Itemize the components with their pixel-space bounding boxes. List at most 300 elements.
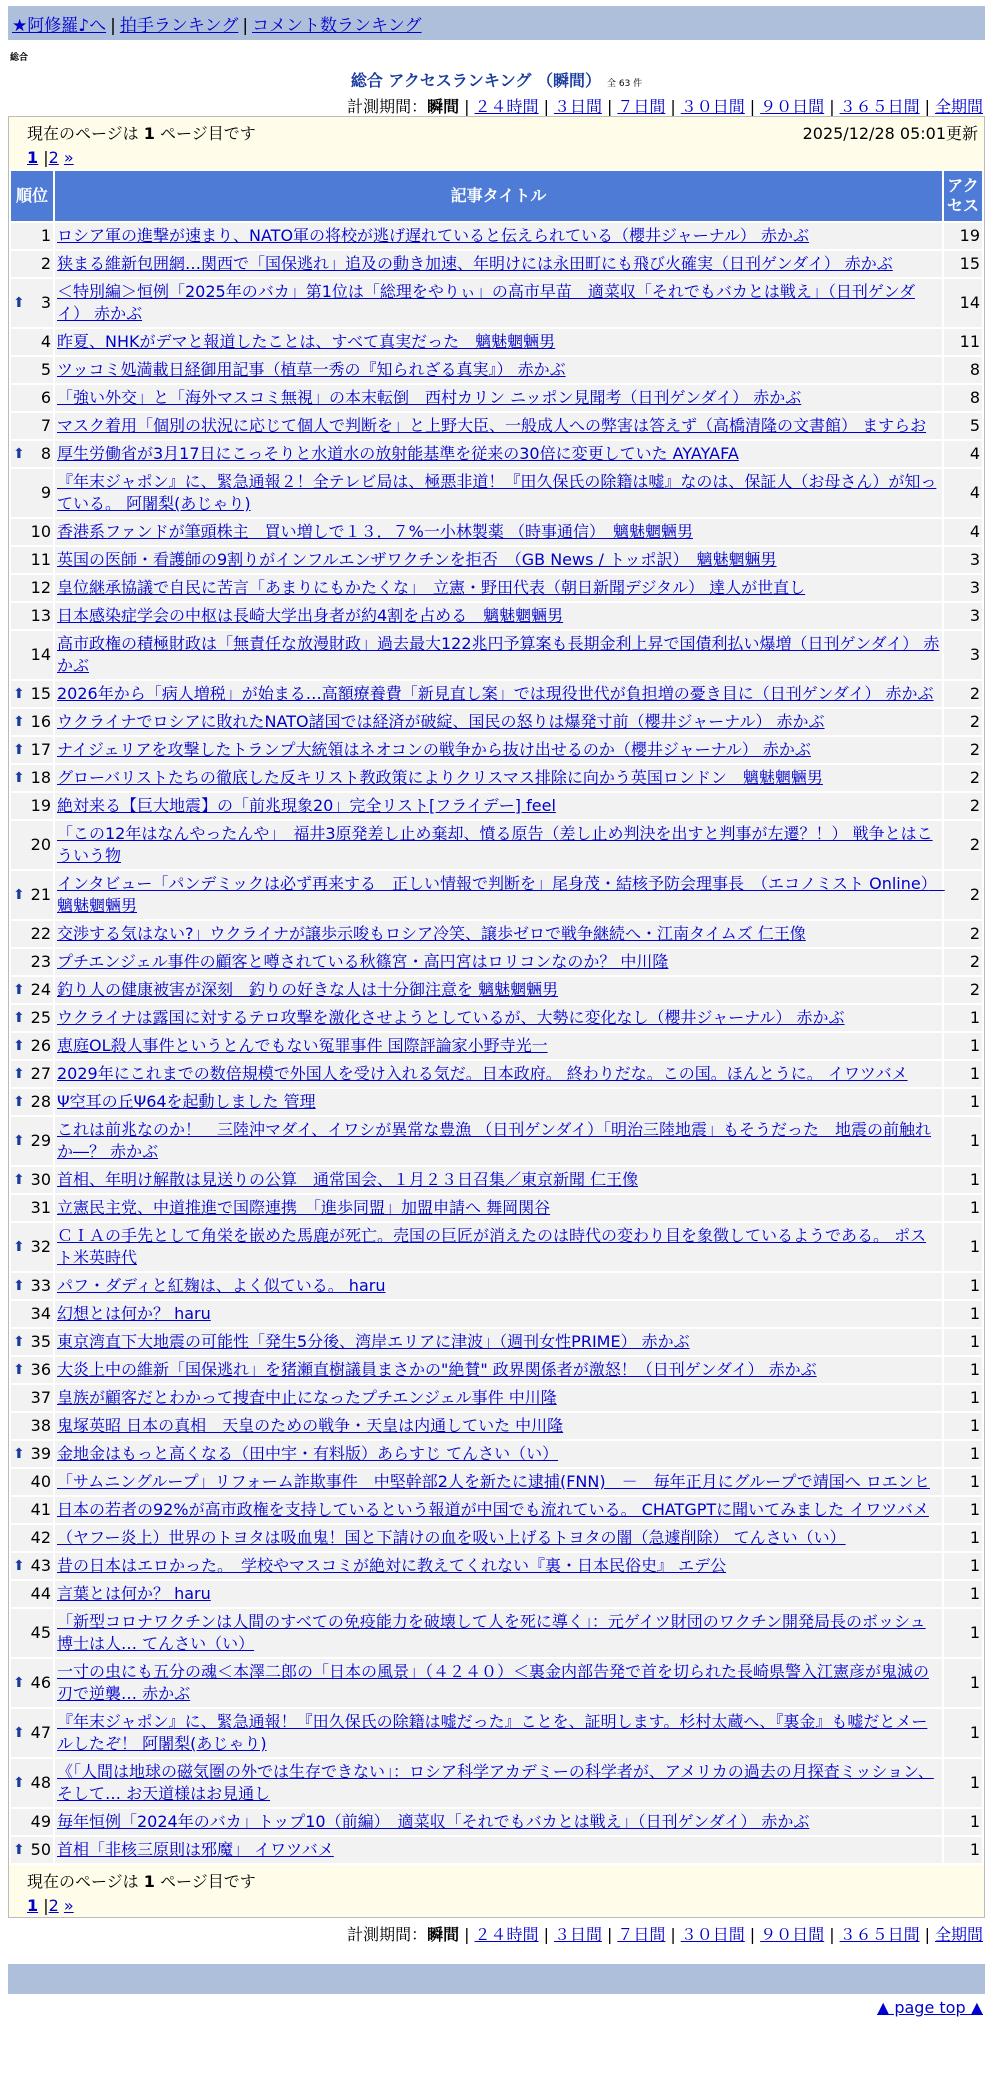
title-cell	[55, 1117, 942, 1165]
home-link[interactable]: ★阿修羅♪へ	[12, 16, 107, 36]
title-cell	[55, 575, 942, 601]
rank-cell	[11, 519, 53, 545]
title-cell	[55, 223, 942, 249]
rank-cell	[11, 603, 53, 629]
rank-number: 17	[30, 740, 51, 759]
table-row	[11, 765, 982, 791]
title-cell	[55, 1005, 942, 1031]
rank-number: 10	[30, 522, 51, 541]
rank-up-arrow-icon: ⬆	[13, 1675, 25, 1691]
article-title-link[interactable]: 昔の日本はエロかった。 学校やマスコミが絶対に教えてくれない『裏・日本民俗史』 エデ公	[57, 1556, 727, 1575]
title-cell	[55, 977, 942, 1003]
next-page-link[interactable]: »	[63, 148, 74, 167]
rank-number: 49	[30, 1812, 51, 1831]
period-separator: |	[749, 97, 756, 116]
article-title-link[interactable]: 英国の医師・看護師の9割りがインフルエンザワクチンを拒否 （GB News / トッポ訳） 魑魅魍魎男	[57, 550, 777, 569]
access-count: 2	[944, 793, 982, 819]
access-count: 1	[944, 1357, 982, 1383]
title-cell	[55, 519, 942, 545]
rank-cell	[11, 1329, 53, 1355]
rank-up-arrow-icon: ⬆	[13, 1775, 25, 1791]
table-row	[11, 1809, 982, 1835]
rank-cell	[11, 765, 53, 791]
access-count: 1	[944, 1837, 982, 1863]
article-title-link[interactable]: 東京湾直下大地震の可能性「発生5分後、湾岸エリアに津波」（週刊女性PRIME） 赤かぶ	[57, 1332, 690, 1351]
rank-cell	[11, 1497, 53, 1523]
table-row	[11, 1117, 982, 1165]
article-title-link[interactable]: 日本感染症学会の中枢は長崎大学出身者が約4割を占める 魑魅魍魎男	[57, 606, 564, 625]
access-count: 1	[944, 1553, 982, 1579]
rank-up-arrow-icon: ⬆	[13, 446, 25, 462]
table-header-row	[11, 171, 982, 221]
article-title-link[interactable]: ＣＩＡの手先として角栄を嵌めた馬鹿が死亡。売国の巨匠が消えたのは時代の変わり目を象徴しているようである。 ポスト米英時代	[57, 1226, 927, 1267]
article-title-link[interactable]: プチエンジェル事件の顧客と噂されている秋篠宮・高円宮はロリコンなのか？ 中川隆	[57, 952, 669, 971]
rank-cell	[11, 793, 53, 819]
table-row	[11, 1581, 982, 1607]
rank-number: 22	[30, 924, 51, 943]
table-row	[11, 1273, 982, 1299]
rank-number: 41	[30, 1500, 51, 1519]
title-cell	[55, 385, 942, 411]
article-title-link[interactable]: （ヤフー炎上）世界のトヨタは吸血鬼！国と下請けの血を吸い上げるトヨタの闇（急遽削除） てんさい（い）	[57, 1528, 846, 1547]
article-title-link[interactable]: ウクライナは露国に対するテロ攻撃を激化させようとしているが、大勢に変化なし（櫻井ジャーナル） 赤かぶ	[57, 1008, 845, 1027]
access-count: 1	[944, 1005, 982, 1031]
period-option-link[interactable]: ９０日間	[760, 1925, 825, 1944]
period-option-link[interactable]: ２４時間	[474, 97, 539, 116]
title-cell	[55, 357, 942, 383]
title-cell	[55, 709, 942, 735]
rank-cell	[11, 329, 53, 355]
access-count: 1	[944, 1609, 982, 1657]
rank-up-arrow-icon: ⬆	[13, 1239, 25, 1255]
page-link[interactable]: 2	[48, 1896, 59, 1915]
rank-cell	[11, 737, 53, 763]
page-link[interactable]: 2	[48, 148, 59, 167]
period-option-link[interactable]: ３６５日間	[839, 97, 920, 116]
access-count: 8	[944, 385, 982, 411]
period-selector-bottom	[0, 1922, 983, 1944]
article-title-link[interactable]: ナイジェリアを攻撃したトランプ大統領はネオコンの戦争から抜け出せるのか（櫻井ジャーナル） 赤かぶ	[57, 740, 811, 759]
article-title-link[interactable]: 首相「非核三原則は邪魔」 イワツバメ	[57, 1840, 334, 1859]
rank-cell	[11, 1581, 53, 1607]
article-title-link[interactable]: ウクライナでロシアに敗れたNATO諸国では経済が破綻、国民の怒りは爆発寸前（櫻井ジャーナル） 赤かぶ	[57, 712, 825, 731]
table-row	[11, 631, 982, 679]
period-separator: |	[924, 1925, 930, 1944]
title-cell	[55, 279, 942, 327]
rank-cell	[11, 1167, 53, 1193]
rank-cell	[11, 1837, 53, 1863]
rank-up-arrow-icon: ⬆	[13, 1446, 25, 1462]
article-title-link[interactable]: インタビュー「パンデミックは必ず再来する 正しい情報で判断を」尾身茂・結核予防会理事長 （エコノミスト Online） 魑魅魍魎男	[57, 874, 945, 915]
table-row	[11, 1223, 982, 1271]
title-cell	[55, 821, 942, 869]
table-row	[11, 1837, 982, 1863]
access-count: 1	[944, 1329, 982, 1355]
table-row	[11, 223, 982, 249]
rank-number: 44	[30, 1584, 51, 1603]
title-cell	[55, 765, 942, 791]
table-row	[11, 603, 982, 629]
rank-number: 32	[30, 1237, 51, 1256]
page-top-link[interactable]: ▲ page top ▲	[876, 1998, 983, 2017]
article-title-link[interactable]: 絶対来る【巨大地震】の「前兆現象20」完全リスト[フライデー] feel	[57, 796, 556, 815]
ranking-table	[9, 169, 984, 1865]
rank-up-arrow-icon: ⬆	[13, 1010, 25, 1026]
period-option-link[interactable]: 全期間	[934, 97, 983, 116]
rank-cell	[11, 1609, 53, 1657]
table-row	[11, 357, 982, 383]
access-count: 4	[944, 519, 982, 545]
period-separator: |	[464, 97, 470, 116]
table-row	[11, 575, 982, 601]
access-count: 1	[944, 1385, 982, 1411]
title-cell	[55, 1581, 942, 1607]
rank-cell	[11, 1441, 53, 1467]
article-title-link[interactable]: Ψ空耳の丘Ψ64を起動しました 管理	[57, 1092, 316, 1111]
access-count: 1	[944, 1195, 982, 1221]
title-cell	[55, 441, 942, 467]
page-link[interactable]: 1	[27, 148, 39, 167]
rank-cell	[11, 547, 53, 573]
rank-up-arrow-icon: ⬆	[13, 1334, 25, 1350]
rank-number: 36	[30, 1360, 51, 1379]
current-page-suffix: ページ目です	[154, 124, 256, 143]
title-cell	[55, 1385, 942, 1411]
rank-number: 47	[30, 1723, 51, 1742]
rank-number: 20	[30, 835, 51, 854]
article-title-link[interactable]: 香港系ファンドが筆頭株主 買い増しで１３．７%一小林製薬 （時事通信） 魑魅魍魎男	[57, 522, 693, 541]
page-link[interactable]: 1	[27, 1896, 39, 1915]
rank-number: 31	[30, 1198, 51, 1217]
title-cell	[55, 1553, 942, 1579]
rank-number: 38	[30, 1416, 51, 1435]
article-title-link[interactable]: 昨夏、NHKがデマと報道したことは、すべて真実だった 魑魅魍魎男	[57, 332, 556, 351]
article-title-link[interactable]: グローバリストたちの徹底した反キリスト教政策によりクリスマス排除に向かう英国ロンドン 魑魅魍魎男	[57, 768, 823, 787]
article-title-link[interactable]: 2029年にこれまでの数倍規模で外国人を受け入れる気だ。日本政府。 終わりだな。この国。ほんとうに。 イワツバメ	[57, 1064, 908, 1083]
table-row	[11, 1525, 982, 1551]
rank-number: 7	[40, 416, 51, 435]
updated-timestamp: 2025/12/28 05:01更新	[802, 124, 978, 143]
rank-number: 1	[40, 226, 51, 245]
rank-number: 15	[30, 684, 51, 703]
period-option-link[interactable]: ３日間	[553, 1925, 602, 1944]
rank-up-arrow-icon: ⬆	[13, 1725, 25, 1741]
table-row	[11, 329, 982, 355]
article-title-link[interactable]: 言葉とは何か？ haru	[57, 1584, 211, 1603]
article-title-link[interactable]: ロシア軍の進撃が速まり、NATO軍の将校が逃げ遅れていると伝えられている（櫻井ジャーナル） 赤かぶ	[57, 226, 810, 245]
access-count: 2	[944, 681, 982, 707]
table-row	[11, 1089, 982, 1115]
access-count: 1	[944, 1273, 982, 1299]
article-title-link[interactable]: 「この12年はなんやったんや」 福井3原発差し止め棄却、憤る原告（差し止め判決を出すと判事が左遷？！） 戦争とはこういう物	[57, 824, 933, 865]
current-page-number: 1	[143, 1872, 155, 1891]
rank-number: 40	[30, 1472, 51, 1491]
rank-cell	[11, 1469, 53, 1495]
rank-cell	[11, 921, 53, 947]
access-count: 1	[944, 1033, 982, 1059]
article-title-link[interactable]: 2026年から「病人増税」が始まる…高額療養費「新見直し案」では現役世代が負担増の憂き目に（日刊ゲンダイ） 赤かぶ	[57, 684, 934, 703]
period-option-link[interactable]: ７日間	[617, 1925, 666, 1944]
period-separator: |	[670, 1925, 676, 1944]
rank-cell	[11, 871, 53, 919]
article-title-link[interactable]: 大炎上中の維新「国保逃れ」を猪瀬直樹議員まさかの"絶賛" 政界関係者が激怒！（日刊ゲンダイ） 赤かぶ	[57, 1360, 817, 1379]
article-title-link[interactable]: 恵庭OL殺人事件というとんでもない冤罪事件 国際評論家小野寺光一	[57, 1036, 548, 1055]
period-option-link[interactable]: ３日間	[553, 97, 602, 116]
rank-cell	[11, 1525, 53, 1551]
nav-separator: |	[110, 16, 116, 36]
ranking-title-text: 総合 アクセスランキング （瞬間）	[350, 71, 601, 90]
current-page-suffix: ページ目です	[154, 1872, 256, 1891]
ranking-panel	[8, 116, 985, 1918]
title-cell	[55, 631, 942, 679]
table-row	[11, 977, 982, 1003]
article-title-link[interactable]: 厚生労働省が3月17日にこっそりと水道水の放射能基準を従来の30倍に変更していた AYAYAFA	[57, 444, 739, 463]
title-cell	[55, 413, 942, 439]
period-selector-top	[0, 94, 983, 116]
rank-cell	[11, 1089, 53, 1115]
rank-number: 25	[30, 1008, 51, 1027]
col-access-header: アクセス	[944, 171, 982, 221]
table-row	[11, 1709, 982, 1757]
period-option-link[interactable]: ２４時間	[474, 1925, 539, 1944]
table-row	[11, 1329, 982, 1355]
access-count: 3	[944, 547, 982, 573]
period-separator: |	[924, 97, 930, 116]
period-separator: |	[543, 97, 549, 116]
rank-number: 11	[30, 550, 51, 569]
rank-cell	[11, 1117, 53, 1165]
access-count: 1	[944, 1469, 982, 1495]
rank-number: 24	[30, 980, 51, 999]
rank-cell	[11, 1301, 53, 1327]
access-count: 1	[944, 1581, 982, 1607]
title-cell	[55, 1441, 942, 1467]
article-title-link[interactable]: 皇族が顧客だとわかって捜査中止になったプチエンジェル事件 中川隆	[57, 1388, 557, 1407]
table-row	[11, 1553, 982, 1579]
article-title-link[interactable]: 『年末ジャポン』に、緊急通報！『田久保氏の除籍は嘘だった』ことを、証明します。杉村太蔵へ、『裏金』も嘘だとメールしたぞ！ 阿闍梨(あじゃり)	[57, 1712, 928, 1753]
rank-cell	[11, 1195, 53, 1221]
rank-up-arrow-icon: ⬆	[13, 1094, 25, 1110]
comment-ranking-link[interactable]: コメント数ランキング	[252, 16, 422, 36]
rank-number: 2	[40, 254, 51, 273]
rank-up-arrow-icon: ⬆	[13, 1558, 25, 1574]
rank-number: 13	[30, 606, 51, 625]
pager-separator: |	[43, 148, 49, 167]
current-page-prefix: 現在のページは	[27, 1872, 144, 1891]
period-option-link[interactable]: ３６５日間	[839, 1925, 920, 1944]
rank-cell	[11, 821, 53, 869]
article-title-link[interactable]: 釣り人の健康被害が深刻 釣りの好きな人は十分御注意を 魑魅魍魎男	[57, 980, 559, 999]
table-row	[11, 821, 982, 869]
ranking-table-body	[11, 223, 982, 1863]
rank-number: 28	[30, 1092, 51, 1111]
table-row	[11, 709, 982, 735]
rank-number: 27	[30, 1064, 51, 1083]
access-count: 1	[944, 1089, 982, 1115]
title-cell	[55, 547, 942, 573]
table-row	[11, 1033, 982, 1059]
article-title-link[interactable]: 日本の若者の92%が高市政権を支持しているという報道が中国でも流れている。 CHATGPTに聞いてみました イワツバメ	[57, 1500, 929, 1519]
table-row	[11, 1413, 982, 1439]
category-label: 総合	[10, 53, 29, 63]
title-cell	[55, 1497, 942, 1523]
rank-number: 29	[30, 1131, 51, 1150]
rank-cell	[11, 575, 53, 601]
title-cell	[55, 1089, 942, 1115]
period-separator: |	[829, 1925, 835, 1944]
rank-up-arrow-icon: ⬆	[13, 770, 25, 786]
rank-number: 14	[30, 645, 51, 664]
rank-cell	[11, 441, 53, 467]
access-count: 1	[944, 1301, 982, 1327]
rank-up-arrow-icon: ⬆	[13, 1172, 25, 1188]
access-count: 1	[944, 1167, 982, 1193]
rank-number: 4	[40, 332, 51, 351]
article-title-link[interactable]: 金地金はもっと高くなる（田中宇・有料版）あらすじ てんさい（い）	[57, 1444, 559, 1463]
title-cell	[55, 871, 945, 919]
article-title-link[interactable]: ＜特別編＞恒例「2025年のバカ」第1位は「総理をやりぃ」の高市早苗 適菜収「それでもバカとは戦え」（日刊ゲンダイ） 赤かぶ	[57, 282, 915, 323]
access-count: 1	[944, 1709, 982, 1757]
article-title-link[interactable]: 皇位継承協議で自民に苦言「あまりにもかたくな」 立憲・野田代表（朝日新聞デジタル） 達人が世直し	[57, 578, 806, 597]
access-count: 11	[944, 329, 982, 355]
title-cell	[55, 1223, 942, 1271]
rank-cell	[11, 413, 53, 439]
rank-number: 19	[30, 796, 51, 815]
rank-cell	[11, 1809, 53, 1835]
access-count: 2	[944, 709, 982, 735]
table-row	[11, 871, 982, 919]
period-option-link[interactable]: ７日間	[617, 97, 666, 116]
rank-cell	[11, 1385, 53, 1411]
article-title-link[interactable]: これは前兆なのか！ 三陸沖マダイ、イワシが異常な豊漁 （日刊ゲンダイ）「明治三陸地震」もそうだった 地震の前触れか―？ 赤かぶ	[57, 1120, 932, 1161]
rank-number: 21	[30, 885, 51, 904]
page-top-area	[0, 1998, 983, 2017]
title-cell	[55, 603, 942, 629]
period-separator: |	[670, 97, 676, 116]
article-title-link[interactable]: 一寸の虫にも五分の魂＜本澤二郎の「日本の風景」（４２４０）＜裏金内部告発で首を切られた長崎県警入江憲彦が鬼滅の刃で逆襲… 赤かぶ	[57, 1662, 930, 1703]
rank-number: 16	[30, 712, 51, 731]
access-count: 5	[944, 413, 982, 439]
title-cell	[55, 1659, 942, 1707]
article-title-link[interactable]: パフ・ダディと紅麹は、よく似ている。 haru	[57, 1276, 386, 1295]
clap-ranking-link[interactable]: 拍手ランキング	[119, 16, 239, 36]
period-option-link[interactable]: ３０日間	[680, 97, 745, 116]
article-title-link[interactable]: 高市政権の積極財政は「無責任な放漫財政」過去最大122兆円予算案も長期金利上昇で国債利払い爆増（日刊ゲンダイ） 赤かぶ	[57, 634, 940, 675]
table-row	[11, 385, 982, 411]
access-count: 2	[944, 977, 982, 1003]
rank-number: 35	[30, 1332, 51, 1351]
access-count: 4	[944, 441, 982, 467]
table-row	[11, 413, 982, 439]
article-title-link[interactable]: 立憲民主党、中道推進で国際連携 「進歩同盟」加盟申請へ 舞岡関谷	[57, 1198, 551, 1217]
article-title-link[interactable]: ツッコミ処満載日経御用記事（植草一秀の『知られざる真実』） 赤かぶ	[57, 360, 566, 379]
title-cell	[55, 469, 942, 517]
rank-cell	[11, 1033, 53, 1059]
article-title-link[interactable]: 「サムニングループ」リフォーム詐欺事件 中堅幹部2人を新たに逮捕(FNN) － 毎年正月にグループで靖国へ ロエンヒ	[57, 1472, 930, 1491]
title-cell	[55, 1167, 942, 1193]
rank-number: 42	[30, 1528, 51, 1547]
period-option-link[interactable]: ３０日間	[680, 1925, 745, 1944]
rank-cell	[11, 1273, 53, 1299]
title-cell	[55, 1709, 942, 1757]
rank-cell	[11, 251, 53, 277]
period-separator: |	[464, 1925, 470, 1944]
page-info-top	[9, 117, 984, 169]
rank-number: 18	[30, 768, 51, 787]
title-cell	[55, 329, 942, 355]
access-count: 1	[944, 1223, 982, 1271]
title-cell	[55, 921, 942, 947]
period-label: 計測期間：	[347, 1925, 428, 1944]
col-rank-header: 順位	[11, 171, 53, 221]
rank-number: 23	[30, 952, 51, 971]
table-row	[11, 793, 982, 819]
table-row	[11, 921, 982, 947]
total-count: 全 63 件	[607, 79, 643, 89]
rank-cell	[11, 1553, 53, 1579]
table-row	[11, 469, 982, 517]
article-title-link[interactable]: 首相、年明け解散は見送りの公算 通常国会、１月２３日召集／東京新聞 仁王像	[57, 1170, 639, 1189]
table-row	[11, 1301, 982, 1327]
table-row	[11, 1061, 982, 1087]
access-count: 3	[944, 575, 982, 601]
rank-up-arrow-icon: ⬆	[13, 1066, 25, 1082]
table-row	[11, 1759, 982, 1807]
rank-cell	[11, 709, 53, 735]
rank-number: 50	[30, 1840, 51, 1859]
access-count: 3	[944, 603, 982, 629]
table-row	[11, 1441, 982, 1467]
article-title-link[interactable]: 「新型コロナワクチンは人間のすべての免疫能力を破壊して人を死に導く」：元ゲイツ財団のワクチン開発局長のボッシュ博士は人… てんさい（い）	[57, 1612, 926, 1653]
rank-number: 5	[40, 360, 51, 379]
pager-separator: |	[43, 1896, 49, 1915]
current-page-prefix: 現在のページは	[27, 124, 144, 143]
article-title-link[interactable]: 交渉する気はない?」ウクライナが譲歩示唆もロシア冷笑、譲歩ゼロで戦争継続へ・江南タイムズ 仁王像	[57, 924, 806, 943]
title-cell	[55, 1837, 942, 1863]
article-title-link[interactable]: マスク着用「個別の状況に応じて個人で判断を」と上野大臣、一般成人への弊害は答えず（高橋清隆の文書館） ますらお	[57, 416, 927, 435]
access-count: 1	[944, 1759, 982, 1807]
rank-up-arrow-icon: ⬆	[13, 1038, 25, 1054]
next-page-link[interactable]: »	[63, 1896, 74, 1915]
article-title-link[interactable]: 幻想とは何か？ haru	[57, 1304, 211, 1323]
title-cell	[55, 1301, 942, 1327]
article-title-link[interactable]: 《「人間は地球の磁気圏の外では生存できない」：ロシア科学アカデミーの科学者が、アメリカの過去の月探査ミッション、そして… お天道様はお見通し	[57, 1762, 934, 1803]
article-title-link[interactable]: 毎年恒例「2024年のバカ」トップ10（前編） 適菜収「それでもバカとは戦え」（日刊ゲンダイ） 赤かぶ	[57, 1812, 810, 1831]
access-count: 1	[944, 1497, 982, 1523]
nav-separator: |	[242, 16, 249, 36]
article-title-link[interactable]: 狭まる維新包囲網…関西で「国保逃れ」追及の動き加速、年明けには永田町にも飛び火確実（日刊ゲンダイ） 赤かぶ	[57, 254, 893, 273]
rank-number: 6	[40, 388, 51, 407]
rank-cell	[11, 1357, 53, 1383]
article-title-link[interactable]: 鬼塚英昭 日本の真相 天皇のための戦争・天皇は内通していた 中川隆	[57, 1416, 564, 1435]
rank-number: 3	[40, 293, 51, 312]
title-cell	[55, 1759, 942, 1807]
bottom-bar	[8, 1964, 985, 1994]
rank-number: 9	[40, 483, 51, 502]
rank-number: 8	[40, 444, 51, 463]
article-title-link[interactable]: 「強い外交」と「海外マスコミ無視」の本末転倒 西村カリン ニッポン見聞考（日刊ゲンダイ） 赤かぶ	[57, 388, 802, 407]
rank-number: 48	[30, 1773, 51, 1792]
period-option-link[interactable]: 全期間	[934, 1925, 983, 1944]
article-title-link[interactable]: 『年末ジャポン』に、緊急通報２！全テレビ局は、極悪非道！『田久保氏の除籍は嘘』なのは、保証人（お母さん）が知っている。 阿闍梨(あじゃり)	[57, 472, 937, 513]
rank-up-arrow-icon: ⬆	[13, 1362, 25, 1378]
rank-cell	[11, 1005, 53, 1031]
title-cell	[55, 949, 942, 975]
table-row	[11, 519, 982, 545]
period-separator: |	[606, 97, 613, 116]
period-option-link[interactable]: ９０日間	[760, 97, 825, 116]
pagination	[27, 1896, 976, 1915]
